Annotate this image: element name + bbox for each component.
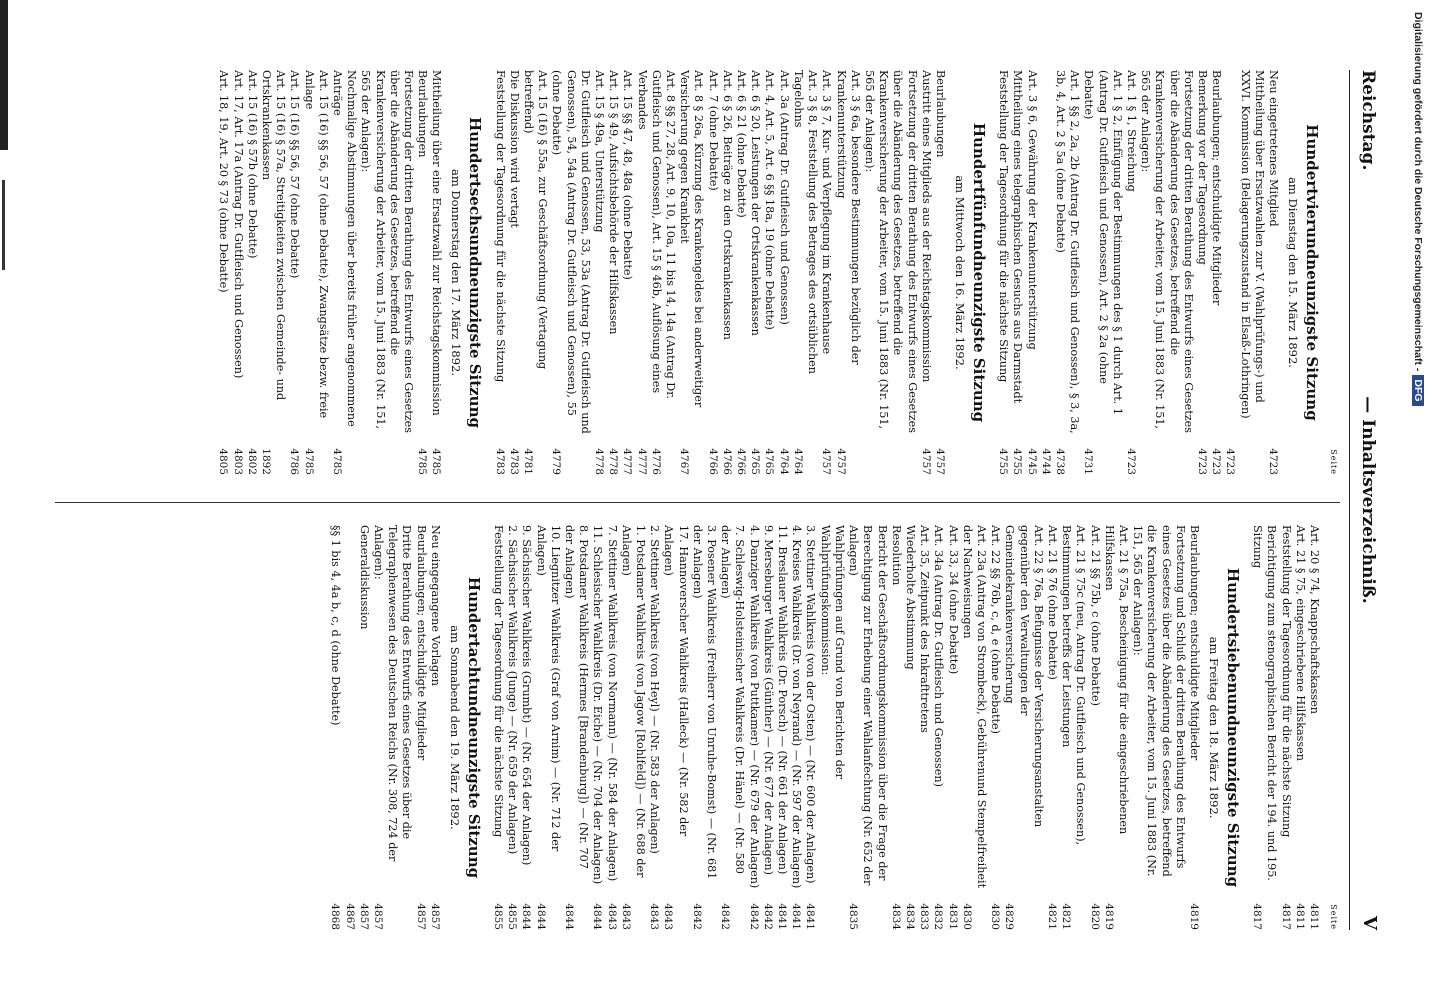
sitting-section — [492, 70, 988, 475]
stamp-text: Digitalisierung gefördert durch die Deutsche Forschungsgemeinschaft - — [1412, 12, 1424, 372]
entry-text: Art. 21 § 75c (neu, Antrag Dr. Gutfleisch und Genossen), Bestimmungen betreffs der Leistungen — [1060, 525, 1088, 846]
entry-text: Art. 21 § 76 (ohne Debatte) — [1045, 525, 1059, 680]
sitting-date: am Freitag den 18. März 1892. — [1206, 636, 1221, 819]
index-entry — [789, 525, 803, 930]
entry-text: Art. 21 § 75a, Bescheinigung für die eingeschriebenen Hilfskassen — [1102, 525, 1130, 835]
index-entry — [259, 70, 287, 475]
index-entry — [996, 70, 1010, 475]
dfg-logo: DFG — [1412, 375, 1424, 405]
column-divider — [55, 502, 1340, 503]
index-entry — [746, 525, 760, 930]
entry-text: Art. 8 §§ 27, 28, Art. 9, 10, 10a, 11 bis 14, 14a (Antrag Dr. Gutfleisch und Genossen), Art. 15 § 46b, Auflösung eines Verbandes — [635, 70, 678, 399]
sitting-section — [328, 525, 483, 930]
entry-text: Art. 21 § 75, eingeschriebene Hilfskassen — [1293, 525, 1307, 761]
index-entry — [415, 70, 429, 475]
entry-text: Art. 35, Zeitpunkt des Inkrafttretens — [918, 525, 932, 733]
entry-page-number: 4817 — [1279, 903, 1292, 930]
entry-page-number: 4764 — [777, 448, 790, 475]
entry-text: Art. 3 § 7, Kur- und Verpflegung im Krankenhause — [820, 70, 834, 355]
document-page — [44, 50, 1384, 950]
index-entry — [761, 525, 775, 930]
entry-page-number: 4834 — [889, 903, 902, 930]
entry-text: Art. 6 § 20, Leistungen der Ortskrankenkassen — [749, 70, 763, 336]
entry-page-number: 4830 — [960, 903, 973, 930]
entry-text: Art. 20 § 74, Knappschaftskassen — [1308, 525, 1321, 714]
entry-text: Art. 8 § 26a, Kürzung des Krankengeldes bei anderweitiger Versicherung gegen Krankheit — [678, 70, 706, 408]
index-entry — [818, 525, 846, 930]
entry-text: Art. 15 § 49, Aufsichtsbehörde der Hilfskassen — [607, 70, 621, 335]
entry-text: Dritte Berathung des Entwurfs eines Gesetzes über die Telegraphenwesen des Deutschen Reichs (Nr. 308, 724 der Anlagen): — [372, 525, 414, 862]
index-entry — [933, 70, 947, 475]
entry-text: Wiederholte Abstimmung — [903, 525, 917, 670]
entry-text: 1. Potsdamer Wahlkreis (von Jagow [Rohlfeld]) — (Nr. 688 der Anlagen) — [619, 525, 648, 878]
entry-text: 11. Schlesischer Wahlkreis (Dr. Eiche) — (Nr. 704 der Anlagen) — [591, 525, 605, 885]
entry-page-number: 1892 — [260, 448, 272, 475]
entry-text: 3. Stettiner Wahlkreis (von der Osten) — (Nr. 600 der Anlagen) — [804, 525, 818, 884]
entry-page-number: 4776 4777 — [635, 448, 662, 475]
entry-text: Feststellung der Tagesordnung für die nächste Sitzung — [1279, 525, 1293, 838]
index-entry — [1278, 525, 1292, 930]
index-entry — [216, 70, 230, 475]
entry-text: Art. 15 § 49a, Unterstützung — [593, 70, 607, 233]
index-entry — [505, 525, 519, 930]
index-entry — [1024, 70, 1052, 475]
sitting-date: am Dienstag den 15. März 1892. — [1286, 177, 1300, 368]
index-entry — [491, 525, 505, 930]
entry-page-number: 4819 — [1102, 903, 1115, 930]
entry-text: Neu eingegangene Vorlagen — [428, 525, 442, 686]
entry-page-number: 4842 — [690, 903, 703, 930]
entry-page-number: 4830 — [989, 903, 1002, 930]
entry-page-number: 4843 — [662, 903, 675, 930]
sitting-title: Hundertfünfundneunzigste Sitzung — [969, 122, 988, 423]
index-entry — [1087, 525, 1101, 930]
entry-page-number: 4811 — [1293, 903, 1306, 930]
index-entry — [1138, 70, 1195, 475]
entry-page-number: 4867 4868 — [329, 903, 356, 930]
entry-text: 11. Breslauer Wahlkreis (Dr. Porsch) — (Nr. 661 der Anlagen) — [776, 525, 790, 875]
index-entry — [775, 525, 789, 930]
entry-page-number: 4765 — [763, 448, 776, 475]
index-entry — [777, 70, 791, 475]
index-entry — [1045, 525, 1059, 930]
index-entry — [549, 70, 592, 475]
entry-page-number: 4842 — [747, 903, 760, 930]
index-entry — [791, 70, 819, 475]
index-entry — [720, 70, 734, 475]
entry-text: Fortsetzung und Schluß der dritten Berathung des Entwurfs eines Gesetzes über die Abänderung des Gesetzes, betreffend die Krankenversicherung der Arbeiter, vom 15. Juni 1883 (Nr. 151, 565 der Anlagen): — [1131, 525, 1187, 877]
entry-page-number: 4833 — [918, 903, 931, 930]
sitting-date: am Donnerstag den 17. März 1892. — [449, 168, 464, 376]
entry-text: Art. 15 (16) § 55a, zur Geschäftsordnung (Vertagung betreffend) — [522, 70, 550, 370]
index-entry — [413, 525, 427, 930]
entry-page-number: 4842 — [761, 903, 774, 930]
sitting-title: Hundertsiebenundneunzigste Sitzung — [1223, 567, 1242, 888]
entry-page-number: 4841 — [790, 903, 803, 930]
entry-page-number: 4783 — [493, 448, 506, 475]
index-entry — [328, 525, 356, 930]
sitting-section — [996, 70, 1321, 475]
index-entry — [1307, 525, 1321, 930]
index-entry — [492, 70, 506, 475]
entry-page-number: 4805 — [217, 448, 230, 475]
scan-edge-mark-lower — [2, 180, 5, 270]
entry-page-number: 4785 — [416, 448, 429, 475]
index-entry — [862, 70, 919, 475]
entry-text: Austritt eines Mitglieds aus der Reichstagskommission — [919, 70, 933, 383]
index-entry — [1266, 70, 1280, 475]
entry-page-number: 4857 — [372, 903, 385, 930]
index-entry — [988, 525, 1002, 930]
index-entry — [562, 525, 590, 930]
entry-text: Mittheilung über eine Ersatzwahl zur Reichstagskommission — [430, 70, 444, 416]
index-entry — [1195, 70, 1209, 475]
index-entry — [371, 525, 414, 930]
entry-page-number: 4803 — [231, 448, 244, 475]
index-entry — [230, 70, 244, 475]
index-entry — [1209, 70, 1237, 475]
index-entry — [429, 70, 443, 475]
index-entry — [619, 525, 647, 930]
entry-text: Beurlaubungen; entschuldigte Mitglieder — [1187, 525, 1201, 761]
entry-text: 4. Kreises Wahlkreis (Dr. von Neyrand) — (Nr. 597 der Anlagen) — [790, 525, 804, 889]
entry-page-number: 4843 — [605, 903, 618, 930]
index-entry — [1130, 525, 1187, 930]
entry-page-number: 4723 — [1267, 448, 1279, 475]
entry-page-number: 4767 — [678, 448, 691, 475]
entry-text: 2. Sächsischer Wahlkreis (Junge) — (Nr. 659 der Anlagen) — [506, 525, 520, 855]
index-entry — [889, 525, 903, 930]
index-entry — [634, 70, 677, 475]
entry-text: §§ 1 bis 4, 4a b, c, d (ohne Debatte) — [329, 525, 343, 726]
entry-page-number: 4738 — [1053, 448, 1066, 475]
index-entry — [1059, 525, 1087, 930]
entry-text: 17. Hannoverscher Wahlkreis (Halleck) — (Nr. 582 der Anlagen) — [662, 525, 690, 837]
entry-text: Art. 23a (Antrag von Strombeck), Gebührenund Stempelfreiheit der Nachweisungen — [960, 525, 988, 889]
index-entry — [748, 70, 762, 475]
index-entry — [606, 70, 620, 475]
entry-page-number: 4781 — [522, 448, 535, 475]
entry-text: Mittheilung über Ersatzwahlen zur V. (Wahlprüfungs-) und XXVI. Kommission (Belagerungszustand in Elsaß-Lothringen) — [1238, 70, 1266, 419]
entry-page-number: 4779 — [550, 448, 563, 475]
entry-page-number: 4855 — [506, 903, 519, 930]
index-entry — [604, 525, 618, 930]
entry-text: 3. Posener Wahlkreis (Freiherr von Unruhe-Bomst) — (Nr. 681 der Anlagen) — [690, 525, 719, 880]
entry-page-number: 4844 — [563, 903, 576, 930]
index-entry — [846, 525, 889, 930]
entry-text: Neu eingetretenes Mitglied — [1267, 70, 1280, 227]
entry-text: Feststellung der Tagesordnung für die nächste Sitzung — [493, 70, 507, 383]
entry-page-number: 4766 — [706, 448, 719, 475]
entry-page-number: 4785 — [430, 448, 443, 475]
index-entry — [620, 70, 634, 475]
sitting-date: am Sonnabend den 19. März 1892. — [447, 625, 462, 830]
index-entry — [590, 525, 604, 930]
page-header — [1349, 70, 1384, 930]
header-center: — Inhaltsverzeichniß. — [1358, 396, 1378, 604]
entry-text: Art. 1 § 1, Streichung — [1124, 70, 1138, 192]
seite-label: Seite — [1329, 449, 1338, 475]
entry-text: Art. 18, 19, Art. 20 § 73 (ohne Debatte) — [217, 70, 231, 293]
entry-text: 9. Sächsischer Wahlkreis (Grumbt) — (Nr. 654 der Anlagen) — [520, 525, 534, 866]
entry-page-number: 4821 — [1060, 903, 1073, 930]
entry-page-number: 4757 — [820, 448, 833, 475]
index-entry — [661, 525, 689, 930]
index-entry — [690, 525, 718, 930]
entry-page-number: 4765 — [749, 448, 762, 475]
entry-text: Art. 17, Art. 17a (Antrag Dr. Gutfleisch und Genossen) — [231, 70, 245, 379]
entry-page-number: 4785 — [331, 448, 344, 475]
index-entry — [1002, 525, 1045, 930]
entry-page-number: 4755 — [997, 448, 1010, 475]
entry-text: Art. 6 § 21 (ohne Debatte) — [735, 70, 749, 218]
index-entry — [960, 525, 988, 930]
entry-text: 8. Potsdamer Wahlkreis (Hermes [Brandenburg]) — (Nr. 707 der Anlagen) — [563, 525, 591, 869]
entry-text: Art. 15 (16) § 57a, Streitigkeiten zwischen Gemeinde- und Ortskrankenkassen — [260, 70, 288, 401]
entry-text: Die Diskussion wird vertagt — [507, 70, 521, 228]
entry-text: Art. 3 § 6, Gewährung der Krankenunterstützung — [1025, 70, 1039, 350]
index-entry — [1053, 70, 1081, 475]
entry-text: Nochmalige Abstimmungen über bereits früher angenommene Anträge — [331, 70, 359, 427]
entry-text: Art. 3 § 6a, besondere Bestimmungen bezüglich der Krankenunterstützung — [834, 70, 862, 365]
entry-text: Art. 21 §§ 75b, c (ohne Debatte) — [1088, 525, 1102, 706]
entry-page-number: 4723 — [1124, 448, 1137, 475]
entry-page-number: 4843 — [619, 903, 632, 930]
index-entry — [1124, 70, 1138, 475]
sitting-section — [491, 525, 1242, 930]
entry-text: Fortsetzung der dritten Berathung des Entwurfs eines Gesetzes über die Abänderung des Gesetzes, betreffend die Krankenversicherung der Arbeiter, vom 15. Juni 1883 (Nr. 151, 565 der Anlagen): — [359, 70, 416, 433]
index-entry — [507, 70, 521, 475]
entry-text: Bemerkung vor der Tagesordnung — [1195, 70, 1209, 265]
index-entry — [301, 70, 329, 475]
index-entry — [647, 525, 661, 930]
seite-label: Seite — [1329, 904, 1338, 930]
entry-page-number: 4832 — [932, 903, 945, 930]
sitting-date: am Mittwoch den 16. März 1892. — [952, 175, 967, 370]
entry-page-number: 4755 — [1011, 448, 1024, 475]
scan-edge-mark — [0, 0, 8, 150]
entry-page-number: 4731 — [1082, 448, 1095, 475]
entry-text: Art. 7 (ohne Debatte) — [706, 70, 720, 191]
entry-page-number: 4829 — [1003, 903, 1016, 930]
entry-page-number: 4786 — [288, 448, 301, 475]
entry-text: Fortsetzung der dritten Berathung des Entwurfs eines Gesetzes über die Abänderung des Gesetzes, betreffend die Krankenversicherung der Arbeiter, vom 15. Juni 1883 (Nr. 151, 565 der Anlagen): — [862, 70, 919, 433]
entry-page-number: 4844 — [591, 903, 604, 930]
index-entry — [330, 70, 358, 475]
entry-text: Beurlaubungen — [933, 70, 947, 158]
entry-text: 10. Liegnitzer Wahlkreis (Graf von Arnim) — (Nr. 712 der Anlagen) — [534, 525, 562, 852]
index-entry — [1010, 70, 1024, 475]
entry-page-number: 4855 — [492, 903, 505, 930]
entry-text: Art. 34a (Antrag Dr. Gutfleisch und Genossen) — [932, 525, 946, 787]
entry-text: Beurlaubungen — [416, 70, 430, 158]
index-entry — [245, 70, 259, 475]
digitization-stamp — [1396, 0, 1424, 1000]
entry-page-number: 4843 — [648, 903, 661, 930]
entry-page-number: 4785 — [302, 448, 315, 475]
entry-page-number: 4783 — [507, 448, 520, 475]
entry-text: Resolution — [889, 525, 903, 586]
index-entry — [718, 525, 746, 930]
entry-page-number: 4835 — [847, 903, 860, 930]
index-entry — [819, 70, 833, 475]
entry-page-number: 4811 — [1308, 903, 1320, 930]
sitting-title: Hundertachtundneunzigste Sitzung — [464, 576, 483, 879]
index-entry — [734, 70, 748, 475]
index-entry — [677, 70, 705, 475]
entry-page-number: 4744 4745 — [1025, 448, 1052, 475]
index-entry — [833, 70, 861, 475]
entry-page-number: 4723 — [1195, 448, 1208, 475]
index-entry — [945, 525, 959, 930]
entry-page-number: 4777 — [621, 448, 634, 475]
sitting-section — [1250, 525, 1321, 930]
index-entry — [762, 70, 776, 475]
index-entry — [1102, 525, 1130, 930]
index-entry — [705, 70, 719, 475]
entry-text: Beurlaubungen; entschuldigte Mitglieder — [414, 525, 428, 761]
entry-page-number: 4820 — [1088, 903, 1101, 930]
sitting-title: Hundertsechsundneunzigste Sitzung — [466, 116, 485, 428]
entry-text: Mittheilung eines telegraphischen Gesuchs aus Darmstadt — [1011, 70, 1025, 404]
entry-text: Art. 15 (16) §§ 56, 57 (ohne Debatte) — [288, 70, 302, 279]
entry-text: Art. 15 (16) §§ 56, 57 (ohne Debatte), Zwangsätze bezw. freie Anlage — [302, 70, 330, 419]
header-left: Reichstag. — [1358, 70, 1378, 171]
entry-page-number: 4857 — [357, 903, 370, 930]
index-entry — [917, 525, 931, 930]
entry-page-number: 4819 — [1187, 903, 1200, 930]
entry-text: Art. 22 § 76a, Befugnisse der Versicherungsanstalten gegenüber den Verwaltungen der Gemeindekrankenversicherung — [1003, 525, 1045, 828]
entry-page-number: 4821 — [1045, 903, 1058, 930]
entry-page-number: 4723 4723 — [1210, 448, 1237, 475]
index-entry — [1081, 70, 1124, 475]
index-entry — [903, 525, 917, 930]
entry-page-number: 4778 — [607, 448, 620, 475]
index-entry — [803, 525, 817, 930]
entry-page-number: 4757 — [834, 448, 847, 475]
entry-text: 7. Stettiner Wahlkreis (von Normann) — (Nr. 584 der Anlagen) — [605, 525, 619, 882]
entry-page-number: 4766 — [720, 448, 733, 475]
entry-page-number: 4857 — [428, 903, 441, 930]
entry-page-number: 4834 — [903, 903, 916, 930]
entry-text: Art. 4, Art. 5, Art. 6 §§ 18a, 19 (ohne Debatte) — [763, 70, 777, 330]
index-entry — [1250, 525, 1278, 930]
index-entry — [358, 70, 415, 475]
entry-text: Art. 3 § 8, Feststellung des Betrages des ortsüblichen Tagelohns — [791, 70, 820, 374]
sitting-section — [216, 70, 484, 475]
entry-page-number: 4841 — [804, 903, 817, 930]
entry-text: Generaldiskussion — [357, 525, 371, 630]
entry-text: Bericht der Geschäftsordnungskommission über die Frage der Berechtigung zur Erhebung einer Wahlanfechtung (Nr. 652 der Anlagen) — [847, 525, 889, 886]
entry-text: 9. Merseburger Wahlkreis (Günther) — (Nr. 677 der Anlagen) — [761, 525, 775, 875]
entry-page-number: 4831 — [946, 903, 959, 930]
entry-page-number: 4841 — [776, 903, 789, 930]
entry-text: Dr. Gutfleisch und Genossen, 53, 53a (Antrag Dr. Gutfleisch und Genossen), 54, 54a (Antrag Dr. Gutfleisch und Genossen), 55 (ohne Debatte) — [550, 70, 592, 434]
index-entry — [931, 525, 945, 930]
entry-page-number: 4842 — [719, 903, 732, 930]
entry-page-number: 4764 — [791, 448, 804, 475]
index-entry — [428, 525, 442, 930]
header-page-number: V — [1359, 916, 1380, 930]
entry-text: 7. Schleswig-Holsteinischer Wahlkreis (Dr. Hänel) — (Nr. 580 der Anlagen) — [719, 525, 747, 874]
index-entry — [519, 525, 533, 930]
entry-text: Fortsetzung der dritten Berathung des Entwurfs eines Gesetzes über die Abänderung des Gesetzes, betreffend die Krankenversicherung der Arbeiter, vom 15. Juni 1883 (Nr. 151, 565 der Anlagen): — [1139, 70, 1195, 433]
entry-page-number: 4757 — [933, 448, 946, 475]
entry-text: Berichtigung zum stenographischen Bericht der 194. und 195. Sitzung — [1251, 525, 1279, 881]
index-entry — [1293, 525, 1307, 930]
entry-text: Art. 22 §§ 76b, c, d, e (ohne Debatte) — [989, 525, 1003, 734]
entry-text: Art. 15 (16) § 57b (ohne Debatte) — [245, 70, 259, 259]
index-entry — [521, 70, 549, 475]
sitting-title: Hundertvierundneunzigste Sitzung — [1303, 124, 1321, 421]
left-column — [50, 70, 1340, 475]
entry-page-number: 4778 — [593, 448, 606, 475]
entry-page-number: 4857 — [414, 903, 427, 930]
index-entry — [1187, 525, 1201, 930]
index-entry — [533, 525, 561, 930]
entry-page-number: 4817 — [1251, 903, 1264, 930]
entry-page-number: 4766 — [735, 448, 748, 475]
entry-text: 4. Danziger Wahlkreis (von Puttkamer) — (Nr. 679 der Anlagen) — [747, 525, 761, 889]
entry-page-number: 4802 — [245, 448, 258, 475]
entry-text: Art. 6 § 26, Beiträge zu den Ortskrankenkassen — [720, 70, 734, 340]
entry-text: Wahlprüfungen auf Grund von Berichten der Wahlprüfungskommission: — [818, 525, 846, 779]
entry-page-number: 4757 — [919, 448, 932, 475]
index-entry — [592, 70, 606, 475]
index-entry — [287, 70, 301, 475]
entry-text: Beurlaubungen; entschuldigte Mitglieder — [1210, 70, 1224, 306]
entry-text: Art. 15 §§ 47, 48, 48a (ohne Debatte) — [621, 70, 635, 280]
right-column — [50, 525, 1340, 930]
index-entry — [357, 525, 371, 930]
entry-page-number: 4844 — [520, 903, 533, 930]
entry-page-number: 4844 — [534, 903, 547, 930]
entry-text: Art. 1 §§ 2, 2a, 2b (Antrag Dr. Gutfleisch und Genossen), § 3, 3a, 3b, 4, Art. 2 § 5a (ohne Debatte) — [1053, 70, 1082, 434]
entry-text: 2. Stettiner Wahlkreis (von Heyl) — (Nr. 583 der Anlagen) — [648, 525, 662, 854]
entry-text: Feststellung der Tagesordnung für die nächste Sitzung — [492, 525, 506, 838]
entry-text: Art. 3a (Antrag Dr. Gutfleisch und Genossen) — [777, 70, 791, 325]
entry-text: Feststellung der Tagesordnung für die nächste Sitzung — [997, 70, 1011, 383]
entry-text: Art. 1 § 2, Einfügung der Bestimmungen des § 1 durch Art. 1 (Antrag Dr. Gutfleisch und Genossen), Art. 2 § 2a (ohne Debatte) — [1082, 70, 1124, 415]
entry-text: Art. 33, 34 (ohne Debatte) — [946, 525, 960, 675]
index-entry — [1237, 70, 1265, 475]
index-entry — [919, 70, 933, 475]
